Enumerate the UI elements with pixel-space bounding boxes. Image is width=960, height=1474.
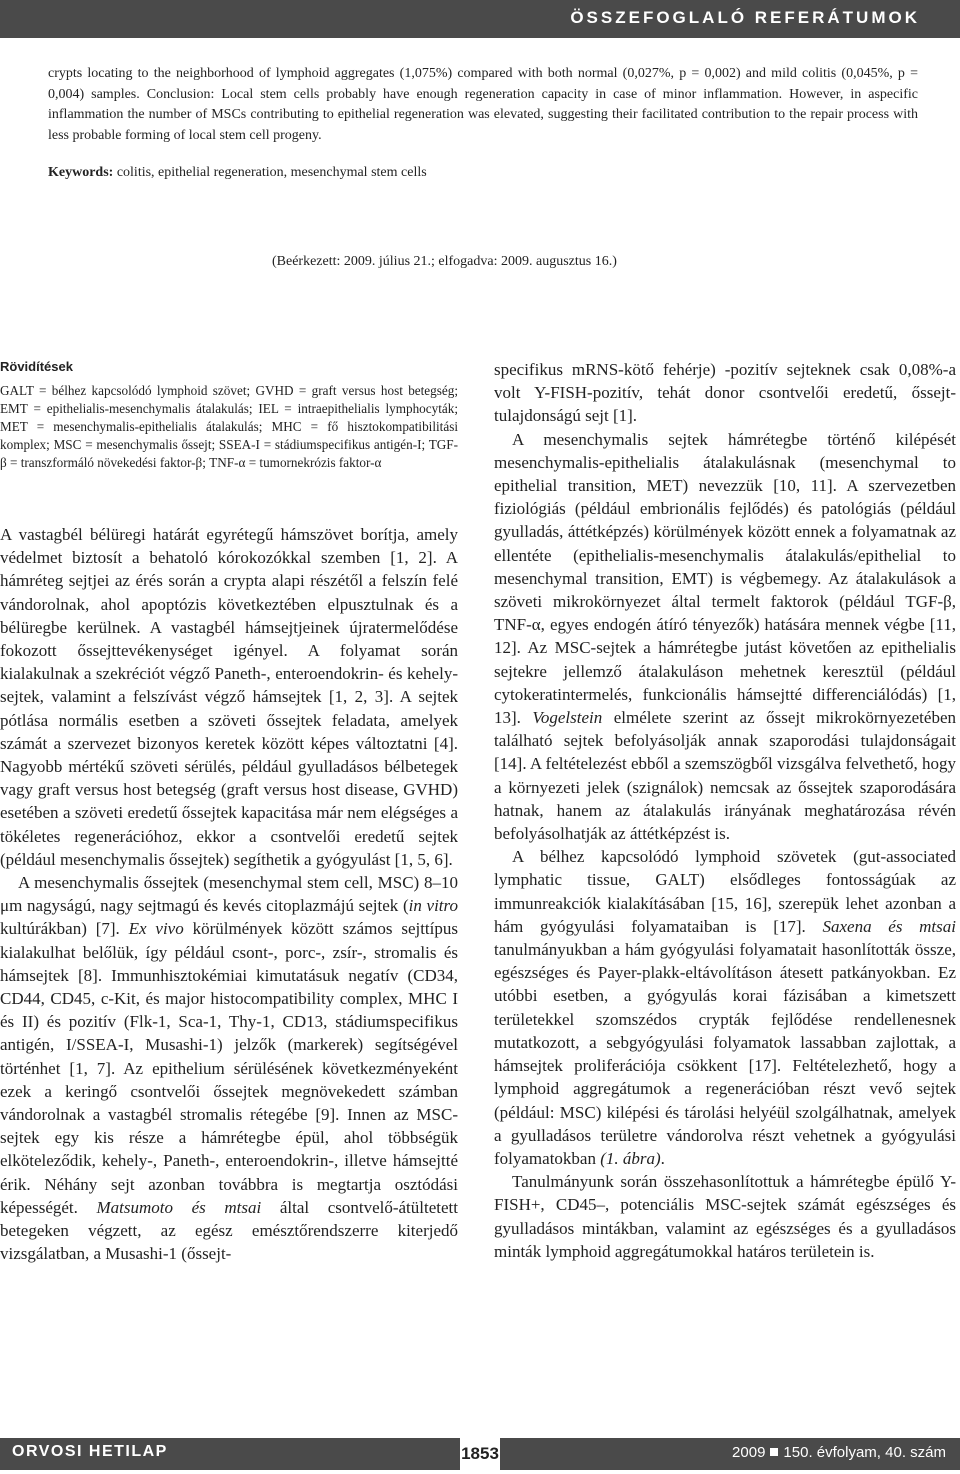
right-paragraph-1: specifikus mRNS-kötő fehérje) -pozitív sejteknek csak 0,08%-a volt Y-FISH-pozitív, tehát donor csontvelői eredetű, őssejt-tulajdonságú sejt [1]. — [494, 360, 956, 426]
text-run: A mesenchymalis őssejtek (mesenchymal stem cell, MSC) 8–10 μm nagyságú, nagy sejtmagú és kevés citoplazmájú sejtek ( — [0, 873, 458, 916]
abbreviations-title: Rövidítések — [0, 359, 73, 374]
text-run: A mesenchymalis sejtek hámrétegbe történő kilépését mesenchymalis-epithelialis átalakulásnak (mesenchymal to epithelial transition, MET) nevezzük [10, 11]. A szervezetben fiziológiás (például embrionális fejlődés) és patológiás (például gyulladás, áttétképzés) körülmények között ennek a folyamatnak az ellentéte (epithelialis-mesenchymalis átalakulás/epithelial to mesenchymal transition, EMT) is végbemegy. Az átalakulások a szöveti mikrokörnyezet által termelt faktorok (például TGF-β, TNF-α, egyes endogén átíró tényezők) hatására mennek végbe [11, 12]. Az MSC-sejtek a hámrétegbe jutást követően az epithelialis sejtekre jellemző átalakuláson mehetnek keresztül (például cytokeratintermelés, funkcionális hámsejtté differenciálódás) [1, 13]. — [494, 429, 956, 728]
page-number: 1853 — [460, 1434, 500, 1470]
left-paragraph-1: A vastagbél bélüregi határát egyrétegű hámszövet borítja, amely védelmet biztosít a behatoló kórokozókkal szemben [1, 2]. A hámréteg sejtjei az érés során a crypta alapi részétől a felszín felé vándorolnak, ahol apoptózis következtében elpusztulnak és a bélüregbe kerülnek. A vastagbél hámsejtjeinek újratermelődése fokozott őssejttevékenységet igényel. A folyamat során kialakulnak a szekréciót végző Paneth-, enteroendokrin- és kehelysejtek, valamint a felszívást végző hámsejtek [1, 2, 3]. A sejtek pótlása normális esetben a szöveti őssejtek feladata, amelyek számát a szervezet bizonyos keretek között képes változtatni [4]. Nagyobb mértékű szöveti sérülés, például gyulladásos bélbetegek vagy graft versus host betegség (graft versus host disease, GVHD) esetében a szöveti eredetű őssejtek kapacitása már nem elégséges a tökéletes regenerációhoz, ekkor a csontvelői eredetű sejtek (például mesenchymalis őssejtek) segíthetik a gyógyulást [1, 5, 6]. — [0, 525, 458, 869]
italic-run: Ex vivo — [128, 919, 184, 939]
italic-run: Matsumoto és mtsai — [96, 1197, 262, 1217]
text-run: által csontvelő-átültetett betegeken végzett, az egész emésztőrendszerre kiterjedő vizsgálatban, a Musashi-1 (őssejt- — [0, 1197, 458, 1264]
text-run: A bélhez kapcsolódó lymphoid szövetek (gut-associated lymphatic tissue, GALT) elsődleges fontosságúak az immunreakciók kialakításában [15, 16], szerepük lehet azonban a hám gyógyulási folyamataiban is [17]. — [494, 847, 956, 936]
right-paragraph-4: Tanulmányunk során összehasonlítottuk a hámrétegbe épülő Y-FISH+, CD45–, potenciális MSC-sejtek számát egészséges és gyulladásos mintákban, valamint az egészséges és a gyulladásos minták lymphoid aggregátumokkal határos területein is. — [494, 1172, 956, 1261]
keywords — [48, 163, 918, 183]
italic-run: Vogelstein — [532, 708, 603, 728]
text-run: . — [660, 1148, 665, 1168]
text-run: kultúrákban) [7]. — [0, 919, 129, 939]
text-run: elmélete szerint az őssejt mikrokörnyezetében található sejtek befolyásolják annak szaporodási tulajdonságait [14]. A feltételezést ebből a szemszögből vizsgálva felvethető, hogy a környezeti jelek (szignálok) nemcsak az őssejtek szaporodására hatnak, hanem az átalakulás irányának meghatározása révén befolyásolhatják az áttétképzést is. — [494, 708, 956, 844]
volume: 150. évfolyam, 40. szám — [783, 1444, 946, 1461]
year: 2009 — [732, 1444, 766, 1461]
issue-info — [732, 1444, 946, 1461]
keywords-text: colitis, epithelial regeneration, mesenchymal stem cells — [116, 165, 427, 180]
right-paragraph-2 — [494, 428, 956, 846]
left-column — [0, 358, 458, 1266]
square-bullet-icon — [770, 1448, 778, 1456]
header-bar — [0, 0, 960, 38]
abstract-text: crypts locating to the neighborhood of lymphoid aggregates (1,075%) compared with both normal (0,027%, p = 0,002) and mild colitis (0,045%, p = 0,004) samples. Conclusion: Local stem cells probably have enough regeneration capacity in case of minor inflammation. However, in aspecific inflammation the number of MSCs contributing to epithelial regeneration was elevated, suggesting their facilitated contribution to the repair process with less probable forming of local stem cell progeny. — [48, 66, 918, 143]
section-title: ÖSSZEFOGLALÓ REFERÁTUMOK — [570, 8, 920, 27]
right-paragraph-3 — [494, 845, 956, 1170]
keywords-label: Keywords: — [48, 165, 114, 180]
abstract — [48, 64, 918, 146]
italic-run: (1. ábra) — [600, 1148, 661, 1168]
left-paragraph-2 — [0, 871, 458, 1265]
footer-bar — [0, 1438, 960, 1470]
text-run: tanulmányukban a hám gyógyulási folyamatait hasonlították össze, egészséges és Payer-plakk-eltávolításon átesett patkányokban. Ez utóbbi esetben, a gyógyulás korai fázisában a kimetszett területekkel szomszédos crypták fejlődése rendellenesnek mutatkozott, a sebgyógyulási folyamatok lassabban zajlottak, a hámsejtek proliferációja csökkent [17]. Feltételezhető, hogy a lymphoid aggregátumok a regenerációban részt vevő sejtek (például: MSC) kilépési és tárolási helyéül szolgálhatnak, amelyek a gyulladásos területre vándorolva részt vehetnek a gyógyulási folyamatokban — [494, 940, 956, 1168]
journal-name: ORVOSI HETILAP — [12, 1443, 168, 1460]
italic-run: Saxena és mtsai — [822, 916, 956, 936]
received-dates: (Beérkezett: 2009. július 21.; elfogadva: 2009. augusztus 16.) — [272, 254, 617, 269]
abbreviations-text: GALT = bélhez kapcsolódó lymphoid szövet; GVHD = graft versus host betegség; EMT = epithelialis-mesenchymalis átalakulás; IEL = intraepithelialis lymphocyták; MET = mesenchymalis-epithelialis átalakulás; MHC = fő hisztokompatibilitási komplex; MSC = mesenchymalis őssejt; SSEA-I = stádiumspecifikus antigén-I; TGF-β = transzformáló növekedési faktor-β; TNF-α = tumornekrózis faktor-α — [0, 383, 458, 470]
right-column — [494, 358, 956, 1263]
italic-run: in vitro — [408, 896, 459, 916]
text-run: körülmények között számos sejttípus kialakulhat belőlük, így például csont-, porc-, zsír-, stromalis és hámsejtek [8]. Immunhisztokémiai kimutatásuk negatív (CD34, CD44, CD45, c-Kit, és major histocompatibility complex, MHC I és II) és pozitív (Flk-1, Sca-1, Thy-1, CD13, stádiumspecifikus antigén, I/SSEA-I, Musashi-1) jelzők (markerek) segítségével történhet [1, 7]. Az epithelium sérülésének következményeként ezek a keringő csontvelői őssejtek megnövekedett számban vándorolnak a vastagbél stromalis rétegébe [9]. Innen az MSC-sejtek egy kis része a hámrétegbe épül, ahol többségük elköteleződik, kehely-, Paneth-, enteroendokrin-, illetve hámsejtté érik. Néhány sejt azonban továbbra is megtartja osztódási képességét. — [0, 919, 458, 1217]
